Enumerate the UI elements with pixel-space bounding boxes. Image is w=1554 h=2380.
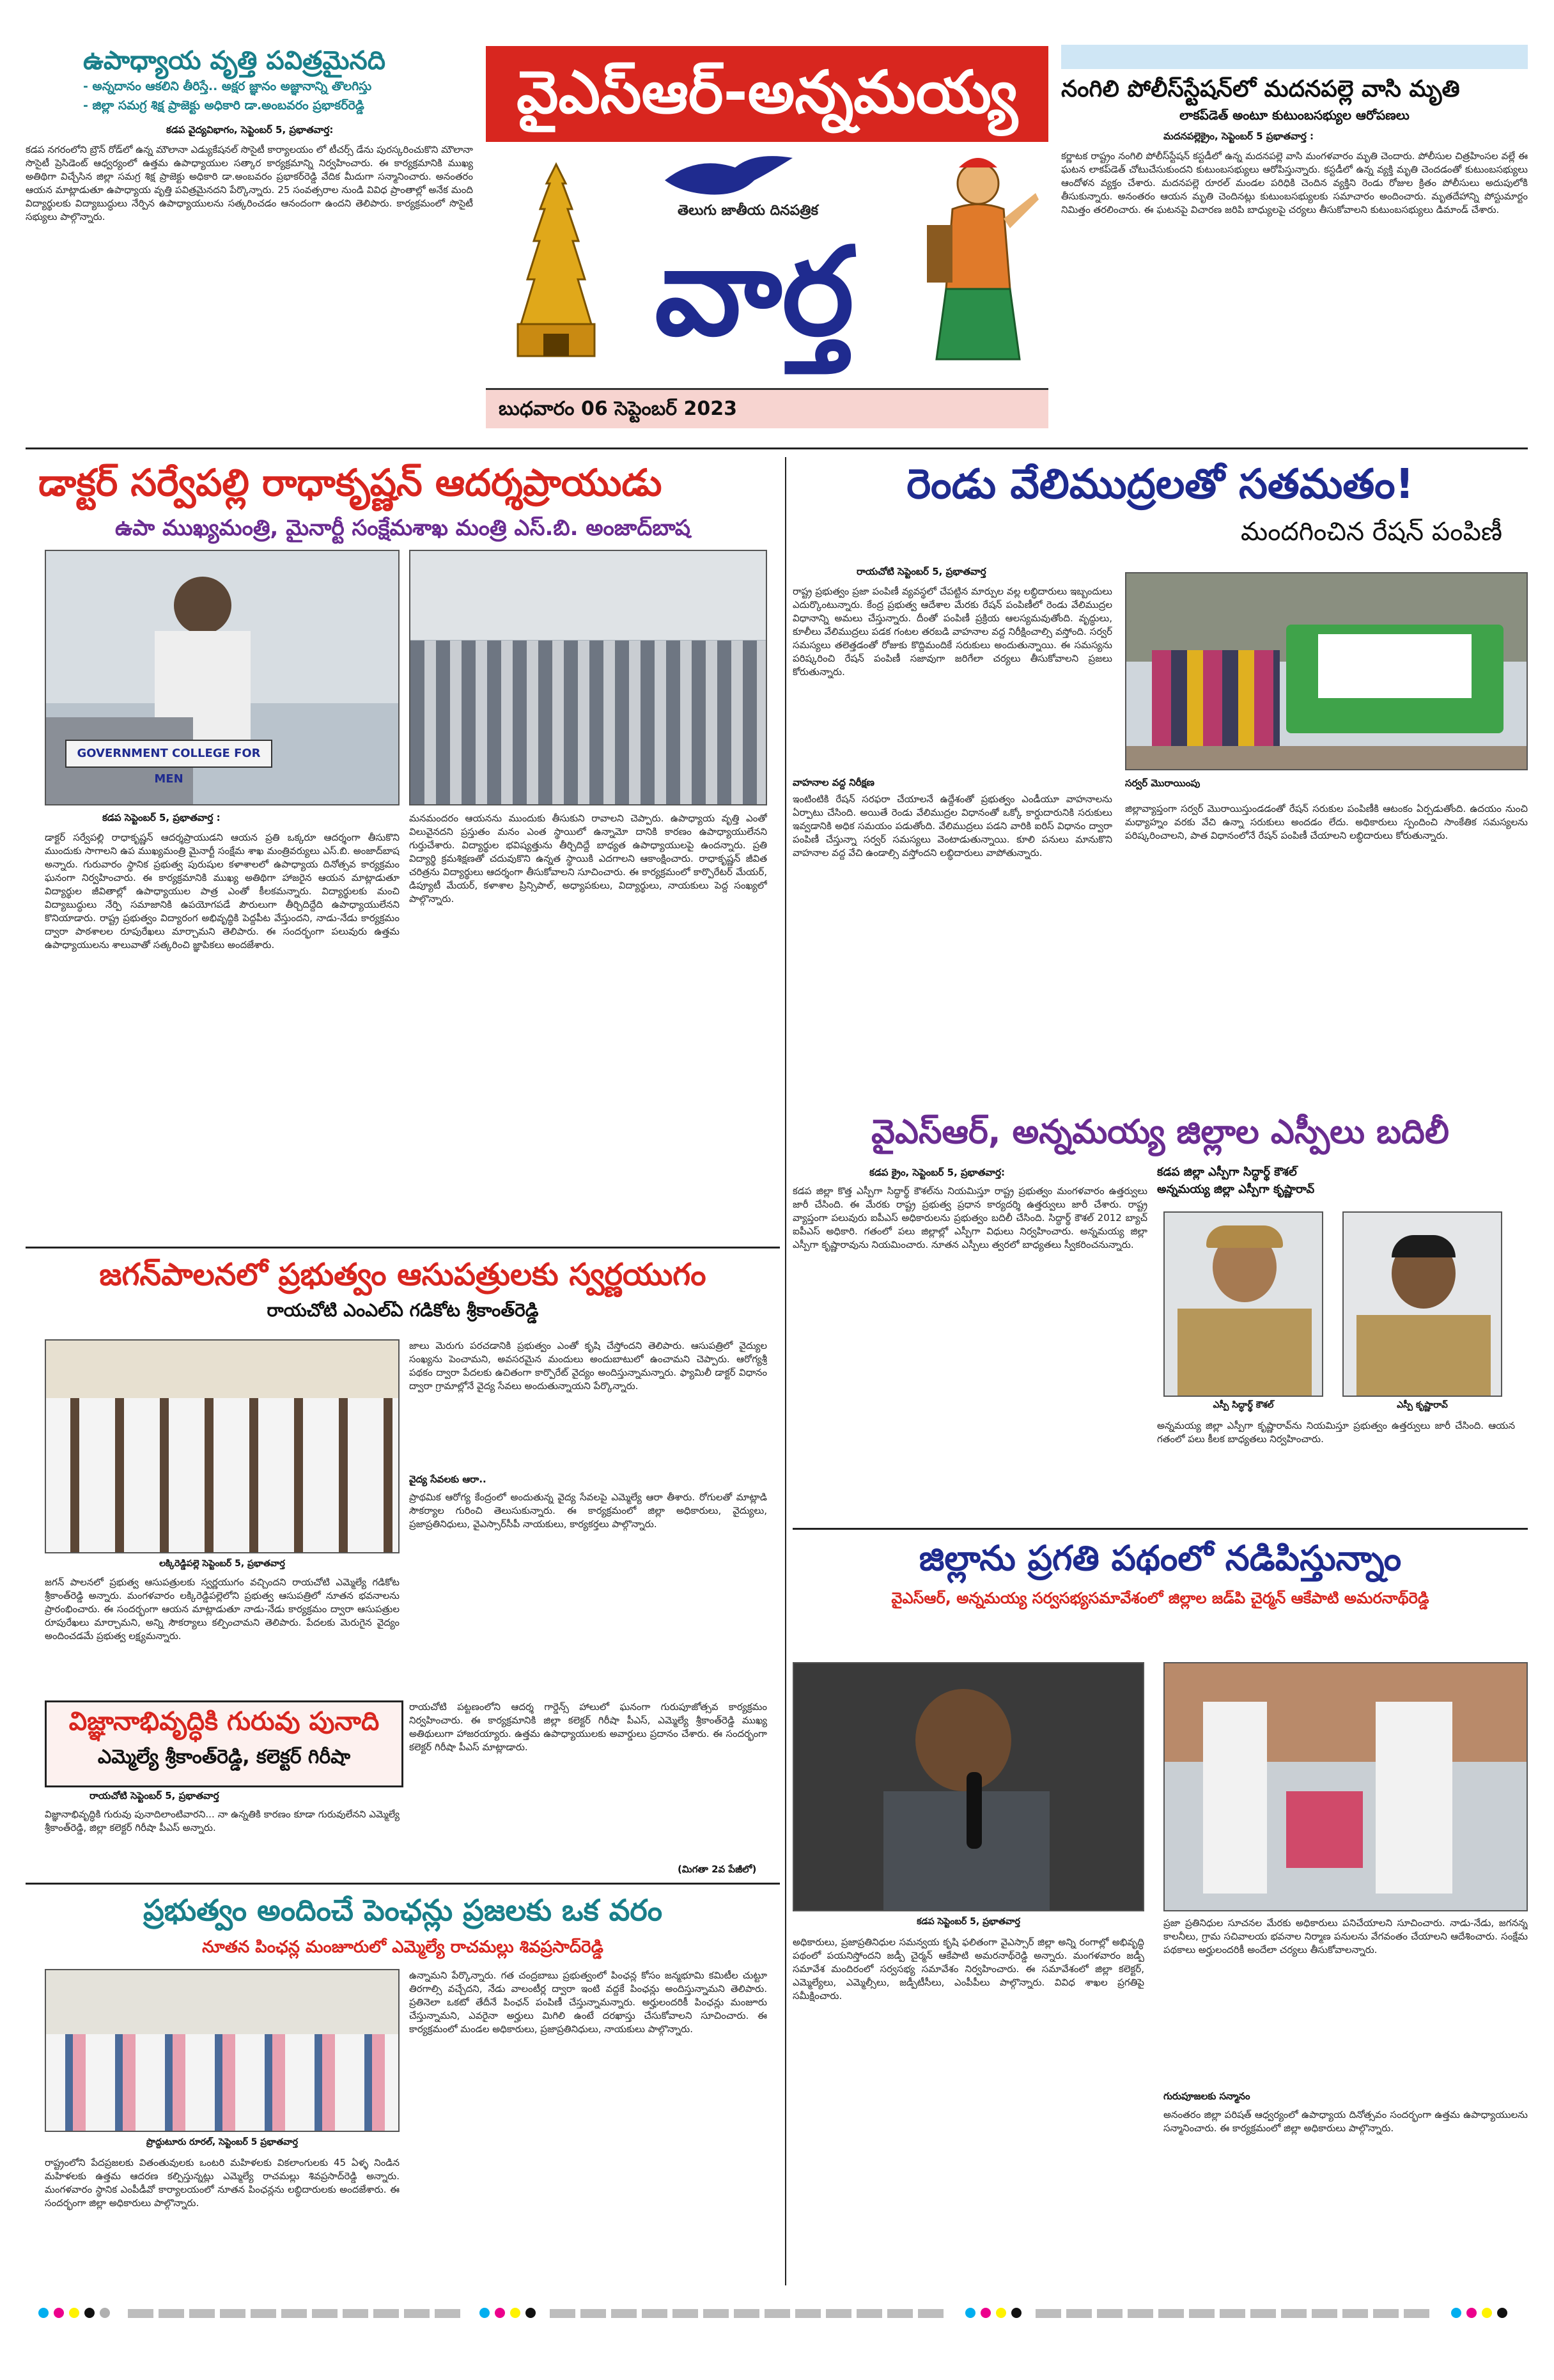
pension-story [26, 1889, 780, 2285]
sp-photo-krishnarao [1342, 1211, 1502, 1397]
zp-caption: కడప సెప్టెంబర్ 5, ప్రభాతవార్త [917, 1917, 1020, 1927]
vignana-headline-box [45, 1700, 403, 1787]
sp-body2: అన్నమయ్య జిల్లా ఎస్పీగా కృష్ణారావ్‌ను నియమిస్తూ ప్రభుత్వం ఉత్తర్వులు జారీ చేసింది. ఆయన గతంలో పలు కీలక బాధ్యతలు నిర్వహించారు. [1157, 1420, 1515, 1445]
pension-body2: ఉన్నామని పేర్కొన్నారు. గత చంద్రబాబు ప్రభుత్వంలో పింఛన్ల కోసం జన్మభూమి కమిటీల చుట్టూ తిరగాల్సి వచ్చేదని, నేడు వాలంటీర్ల ద్వారా ఇంటి వద్దకే పింఛన్లు అందిస్తున్నామని తెలిపారు. ప్రతినెలా ఒకటో తేదీనే పింఛన్ పంపిణీ చేస్తున్నామన్నారు. అర్హులందరికీ పింఛన్లు మంజూరు చేస్తున్నామని, ఎవరైనా అర్హులు మిగిలి ఉంటే దరఖాస్తు చేసుకోవాలని సూచించారు. ఈ కార్యక్రమంలో మండల అధికారులు, ప్రజాప్రతినిధులు, నాయకులు పాల్గొన్నారు. [409, 1970, 767, 2035]
ration-sub: మందగించిన రేషన్ పంపిణీ [1240, 517, 1502, 547]
hospital-body3: ప్రాథమిక ఆరోగ్య కేంద్రంలో అందుతున్న వైద్య సేవలపై ఎమ్మెల్యే ఆరా తీశారు. రోగులతో మాట్లాడి సౌకర్యాల గురించి తెలుసుకున్నారు. ఈ కార్యక్రమంలో జిల్లా అధికారులు, వైద్యులు, ప్రజాప్రతినిధులు, వైఎస్సార్‌సీపీ నాయకులు, కార్యకర్తలు పాల్గొన్నారు. [409, 1491, 767, 1530]
ration-photo-vehicle [1125, 572, 1528, 770]
ration-headline: రెండు వేలిముద్రలతో సతమతం! [906, 461, 1414, 508]
zp-photo-felicitation [1163, 1662, 1528, 1911]
vignana-body2: రాయచోటి పట్టణంలోని ఆదర్శ గార్డెన్స్ హాలులో ఘనంగా గురుపూజోత్సవ కార్యక్రమం నిర్వహించారు. ఈ కార్యక్రమానికి జిల్లా కలెక్టర్ గిరీషా పీఎస్, ఎమ్మెల్యే శ్రీకాంత్‌రెడ్డి ముఖ్య అతిథులుగా హాజరయ్యారు. ఉత్తమ ఉపాధ్యాయులకు అవార్డులు ప్రదానం చేశారు. ఈ సందర్భంగా కలెక్టర్ గిరీషా పీఎస్ మాట్లాడారు. [409, 1701, 767, 1753]
college-banner [65, 740, 272, 786]
sp-transfer-story [793, 1109, 1528, 1569]
radhakrishnan-body2: మనమందరం ఆయనను ముందుకు తీసుకుని రావాలని చెప్పారు. ఉపాధ్యాయ వృత్తి ఎంతో విలువైనదని ప్రస్తుతం మనం ఎంత స్థాయిలో ఉన్నామో దానికి కారణం ఉపాధ్యాయులేనని గుర్తుచేశారు. విద్యార్థుల భవిష్యత్తును తీర్చిదిద్దే బాధ్యత ఉపాధ్యాయులపై ఉందన్నారు. ప్రతి విద్యార్థి క్రమశిక్షణతో చదువుకొని ఉన్నత స్థాయికి ఎదగాలని ఆకాంక్షించారు. రాధాకృష్ణన్ జీవిత చరిత్రను విద్యార్థులు ఆదర్శంగా తీసుకోవాలని సూచించారు. ఈ కార్యక్రమంలో కార్పొరేటర్ మేయర్, డిప్యూటీ మేయర్, కళాశాల ప్రిన్సిపాల్, అధ్యాపకులు, విద్యార్థులు, నాయకులు పెద్ద సంఖ్యలో పాల్గొన్నారు. [409, 813, 767, 905]
masthead-title-bar [486, 46, 1048, 142]
ration-body-cont [1125, 777, 1528, 802]
annamayya-figure-icon [914, 148, 1042, 378]
zp-sub: వైఎస్ఆర్, అన్నమయ్య సర్వసభ్యసమావేశంలో జిల్లాల జడ్‌పి చైర్మన్ ఆకేపాటి అమరనాథ్‌రెడ్డి [891, 1589, 1429, 1607]
pension-sub: నూతన పింఛన్ల మంజూరులో ఎమ్మెల్యే రాచమల్లు శివప్రసాద్‌రెడ్డి [202, 1938, 603, 1957]
radhakrishnan-body: డాక్టర్ సర్వేపల్లి రాధాకృష్ణన్ ఆదర్శప్రాయుడని ఆయన ప్రతి ఒక్కరూ ఆదర్శంగా తీసుకొని ముందుకు సాగాలని ఉప ముఖ్యమంత్రి మైనార్టీ సంక్షేమ శాఖ మంత్రివర్యులు ఎస్.బి. అంజాద్‌బాష అన్నారు. గురువారం స్థానిక ప్రభుత్వ పురుషుల కళాశాలలో ఉపాధ్యాయ దినోత్సవ కార్యక్రమం ఘనంగా నిర్వహించారు. ఈ కార్యక్రమానికి ముఖ్య అతిథిగా హాజరైన ఆయన మాట్లాడుతూ విద్యార్థుల జీవితాల్లో ఉపాధ్యాయుల పాత్ర ఎంతో కీలకమన్నారు. విద్యార్థులకు మంచి విద్యాబుద్ధులు నేర్పి సమాజానికి ఉపయోగపడే పౌరులుగా తీర్చిదిద్దేది ఉపాధ్యాయులేనని కొనియాడారు. రాష్ట్ర ప్రభుత్వం విద్యారంగ అభివృద్ధికి పెద్దపీట వేస్తుందని, నాడు-నేడు కార్యక్రమం ద్వారా పాఠశాలల రూపురేఖలు మార్చామని తెలిపారు. ఈ సందర్భంగా పలువురు ఉత్తమ ఉపాధ్యాయులను శాలువాతో సత్కరించి జ్ఞాపికలు అందజేశారు. [45, 832, 400, 951]
zp-subhead: గురుపూజలకు సన్మానం [1163, 2090, 1250, 2102]
teacher-dateline: కడప వైద్యవిభాగం, సెప్టెంబర్ 5, ప్రభాతవార్త: [166, 124, 334, 136]
sp-dateline: కడప క్రైం, సెప్టెంబర్ 5, ప్రభాతవార్త: [869, 1167, 1006, 1178]
ration-subhead1: వాహనాల వద్ద నిరీక్షణ [793, 777, 874, 788]
teacher-sub1: - అన్నదానం ఆకలిని తీరిస్తే.. అక్షర జ్ఞానం అజ్ఞానాన్ని తొలగిస్తు [83, 79, 372, 93]
radhakrishnan-dateline: కడప సెప్టెంబర్ 5, ప్రభాతవార్త : [102, 812, 221, 823]
masthead-date: బుధవారం 06 సెప్టెంబర్ 2023 [499, 398, 737, 420]
teacher-body: కడప నగరంలోని బ్రౌన్ రోడ్‌లో ఉన్న మౌలానా ఎడ్యుకేషనల్ సొసైటీ కార్యాలయం లో టీచర్స్ డేను పురస్కరించుకొని మౌలానా సొసైటీ ప్రెసిడెంట్ ఆధ్వర్యంలో ఉత్తమ ఉపాధ్యాయుల సత్కార కార్యక్రమాన్ని నిర్వహించారు. ఈ కార్యక్రమానికి ముఖ్య అతిథిగా విచ్చేసిన జిల్లా సమగ్ర శిక్ష ప్రాజెక్టు అధికారి డా.అంబవరం ప్రభాకర్‌రెడ్డి వేదిక మీదుగా సన్మానించారు. అనంతరం ఆయన మాట్లాడుతూ ఉపాధ్యాయ వృత్తి పవిత్రమైనదని పేర్కొన్నారు. 25 సంవత్సరాల నుండి వివిధ ప్రాంతాల్లో అనేక మంది విద్యార్థులకు విద్యాబుద్ధులు నేర్పిన ఉపాధ్యాయులను సత్కరించడం ఆనందంగా ఉందని తెలిపారు. కార్యక్రమంలో సొసైటీ సభ్యులు పాల్గొన్నారు. [26, 144, 473, 222]
masthead-tagline: తెలుగు జాతీయ దినపత్రిక [678, 203, 818, 219]
sp-label2: అన్నమయ్య జిల్లా ఎస్పీగా కృష్ణారావ్ [1157, 1183, 1315, 1196]
vignana-story [26, 1700, 780, 1886]
vignana-headline: విజ్ఞానాభివృద్ధికి గురువు పునాది [68, 1707, 380, 1736]
nangili-band [1061, 45, 1528, 69]
vignana-sub: ఎమ్మెల్యే శ్రీకాంత్‌రెడ్డి, కలెక్టర్ గిరీషా [97, 1746, 351, 1768]
ration-body3: జిల్లావ్యాప్తంగా సర్వర్ మొరాయిస్తుండడంతో రేషన్ సరుకుల పంపిణీకి ఆటంకం ఏర్పడుతోంది. ఉదయం నుంచి మధ్యాహ్నం వరకు వేచి ఉన్నా సరుకులు అందడం లేదు. అధికారులు స్పందించి సాంకేతిక సమస్యలను పరిష్కరించాలని, పాత విధానంలోనే రేషన్ పంపిణీ చేయాలని లబ్ధిదారులు కోరుతున్నారు. [1125, 803, 1528, 841]
pension-headline: ప్రభుత్వం అందించే పెంఛన్లు ప్రజలకు ఒక వరం [143, 1893, 663, 1927]
vignana-continued: (మిగతా 2వ పేజీలో) [678, 1863, 757, 1875]
radhakrishnan-story [26, 457, 780, 1240]
hospital-photo [45, 1339, 400, 1553]
sp-label1: కడప జిల్లా ఎస్పీగా సిద్ధార్థ్ కౌశల్ [1157, 1165, 1297, 1179]
zp-body3: అనంతరం జిల్లా పరిషత్ ఆధ్వర్యంలో ఉపాధ్యాయ దినోత్సవం సందర్భంగా ఉత్తమ ఉపాధ్యాయులను సన్మానించారు. ఈ కార్యక్రమంలో జిల్లా అధికారులు పాల్గొన్నారు. [1163, 2109, 1528, 2134]
hospital-story [26, 1253, 780, 1700]
teacher-story [26, 45, 473, 435]
radhakrishnan-headline: డాక్టర్ సర్వేపల్లి రాధాకృష్ణన్ ఆదర్శప్రాయుడు [38, 461, 662, 504]
pension-body: రాష్ట్రంలోని పేదప్రజలకు వితంతువులకు ఒంటరి మహిళలకు వికలాంగులకు 45 ఏళ్ళ నిండిన మహిళలకు ఉత్తమ ఆదరణ కల్పిస్తున్నట్లు ఎమ్మెల్యే రాచమల్లు శివప్రసాద్‌రెడ్డి అన్నారు. మంగళవారం స్థానిక ఎంపీడీవో కార్యాలయంలో నూతన పింఛన్లను లబ్ధిదారులకు అందజేశారు. ఈ సందర్భంగా జిల్లా అధికారులు పాల్గొన్నారు. [45, 2157, 400, 2209]
pension-photo [45, 1969, 400, 2132]
masthead-title: వైఎస్ఆర్-అన్నమయ్య [517, 58, 1018, 127]
hospital-body2: జాలు మెరుగు పరచడానికి ప్రభుత్వం ఎంతో కృషి చేస్తోందని తెలిపారు. ఆసుపత్రిలో వైద్యుల సంఖ్యను పెంచామని, అవసరమైన మందులు అందుబాటులో ఉంచామని చెప్పారు. ఆరోగ్యశ్రీ పథకం ద్వారా పేదలకు ఉచితంగా కార్పొరేట్ వైద్యం అందిస్తున్నామన్నారు. ఫ్యామిలీ డాక్టర్ విధానం ద్వారా గ్రామాల్లోనే వైద్య సేవలు అందుతున్నాయని పేర్కొన్నారు. [409, 1340, 767, 1392]
masthead-brand: వార్త [655, 221, 854, 362]
zp-body: అధికారులు, ప్రజాప్రతినిధుల సమన్వయ కృషి ఫలితంగా వైఎస్సార్ జిల్లా అన్ని రంగాల్లో అభివృద్ధి పథంలో పయనిస్తోందని జడ్పీ చైర్మన్ ఆకేపాటి అమరనాథ్‌రెడ్డి అన్నారు. మంగళవారం జడ్పీ సమావేశ మందిరంలో సర్వసభ్య సమావేశం నిర్వహించారు. ఈ సమావేశంలో జిల్లా కలెక్టర్, ఎమ్మెల్యేలు, ఎమ్మెల్సీలు, జడ్పీటీసీలు, ఎంపీపీలు పాల్గొన్నారు. వివిధ శాఖల ప్రగతిపై సమీక్షించారు. [793, 1936, 1144, 2002]
teacher-sub2: - జిల్లా సమగ్ర శిక్ష ప్రాజెక్టు అధికారి డా.అంబవరం ప్రభాకర్‌రెడ్డి [83, 98, 364, 113]
top-divider [26, 447, 1528, 449]
college-banner-text: GOVERNMENT COLLEGE FOR MEN [77, 747, 261, 786]
sp-photo-siddharth [1163, 1211, 1323, 1397]
ration-body2: ఇంటింటికి రేషన్ సరఫరా చేయాలనే ఉద్దేశంతో ప్రభుత్వం ఎండీయూ వాహనాలను ఏర్పాటు చేసింది. అయితే రెండు వేలిముద్రల విధానంతో ఒక్కో కార్డుదారునికి సరుకులు ఇవ్వడానికి అధిక సమయం పడుతోంది. వేలిముద్రలు పడని వారికి ఐరిస్ విధానం ద్వారా పంపిణీ చేస్తున్నా సర్వర్ సమస్యలు వెంటాడుతున్నాయి. కూలి పనులు మానుకొని వాహనాల వద్ద వేచి ఉండాల్సి వస్తోందని లబ్ధిదారులు వాపోతున్నారు. [793, 793, 1112, 859]
dove-icon [658, 148, 799, 206]
nangili-sub: లాకప్‌డెత్ అంటూ కుటుంబసభ్యుల ఆరోపణలు [1179, 107, 1410, 123]
hospital-caption: లక్కిరెడ్డిపల్లె సెప్టెంబర్ 5, ప్రభాతవార్త [159, 1559, 285, 1569]
temple-tower-icon [505, 158, 607, 362]
bottom-right-divider [793, 1528, 1528, 1530]
radhakrishnan-sub: ఉపా ముఖ్యమంత్రి, మైనార్టీ సంక్షేమశాఖ మంత్రి ఎస్.బి. అంజాద్‌బాష [115, 515, 690, 541]
nangili-dateline: మదనపల్లెక్రైం, సెప్టెంబర్ 5 ప్రభాతవార్త : [1163, 130, 1314, 142]
bottom-left-divider [26, 1883, 780, 1885]
vignana-body: విజ్ఞానాభివృద్ధికి గురువు పునాదిలాంటివారని... నా ఉన్నతికి కారణం కూడా గురువులేనని ఎమ్మెల్యే శ్రీకాంత్‌రెడ్డి, జిల్లా కలెక్టర్ గిరీషా పీఎస్ అన్నారు. [45, 1808, 400, 1833]
zp-photo-speaker [793, 1662, 1144, 1911]
nangili-headline: నంగిలి పోలీస్‌స్టేషన్‌లో మదనపల్లె వాసి మృతి [1061, 76, 1460, 102]
radhakrishnan-photo-speaker [45, 550, 400, 805]
hospital-headline: జగన్‌పాలనలో ప్రభుత్వం ఆసుపత్రులకు స్వర్ణయుగం [99, 1257, 706, 1293]
masthead [486, 46, 1048, 442]
print-registration-bar [38, 2308, 1515, 2321]
ration-body: రాష్ట్ర ప్రభుత్వం ప్రజా పంపిణీ వ్యవస్థలో చేపట్టిన మార్పుల వల్ల లబ్ధిదారులు ఇబ్బందులు ఎదుర్కొంటున్నారు. కేంద్ర ప్రభుత్వ ఆదేశాల మేరకు రేషన్ పంపిణీలో రెండు వేలిముద్రల విధానాన్ని అమలు చేస్తున్నారు. దీంతో పంపిణీ ప్రక్రియ ఆలస్యమవుతోంది. వృద్ధులు, కూలీలు వేలిముద్రలు పడక గంటల తరబడి వాహనాల వద్ద నిరీక్షించాల్సి వస్తోంది. సర్వర్ సమస్యలు తలెత్తడంతో రోజుకు కొద్దిమందికే సరుకులు అందుతున్నాయి. ఈ సమస్యను పరిష్కరించి రేషన్ పంపిణీ సజావుగా జరిగేలా చర్యలు తీసుకోవాలని ప్రజలు కోరుతున్నారు. [793, 586, 1112, 678]
sp-body: కడప జిల్లా కొత్త ఎస్పీగా సిద్ధార్థ్ కౌశల్‌ను నియమిస్తూ రాష్ట్ర ప్రభుత్వం మంగళవారం ఉత్తర్వులు జారీ చేసింది. ఈ మేరకు రాష్ట్ర ప్రభుత్వ ప్రధాన కార్యదర్శి ఉత్తర్వులు జారీ చేశారు. రాష్ట్ర వ్యాప్తంగా పలువురు ఐపీఎస్ అధికారులను ప్రభుత్వం బదిలీ చేసింది. సిద్ధార్థ్ కౌశల్ 2012 బ్యాచ్ ఐపీఎస్ అధికారి. గతంలో పలు జిల్లాల్లో ఎస్పీగా విధులు నిర్వహించారు. అన్నమయ్య జిల్లా ఎస్పీగా కృష్ణారావును నియమించారు. నూతన ఎస్పీలు త్వరలో బాధ్యతలు స్వీకరించనున్నారు. [793, 1185, 1147, 1250]
vignana-dateline: రాయచోటి సెప్టెంబర్ 5, ప్రభాతవార్త [89, 1790, 219, 1801]
hospital-body: జగన్ పాలనలో ప్రభుత్వ ఆసుపత్రులకు స్వర్ణయుగం వచ్చిందని రాయచోటి ఎమ్మెల్యే గడికోట శ్రీకాంత్‌రెడ్డి అన్నారు. మంగళవారం లక్కిరెడ్డిపల్లెలోని ప్రభుత్వ ఆసుపత్రిలో నూతన భవనాలను ప్రారంభించారు. ఈ సందర్భంగా ఆయన మాట్లాడుతూ నాడు-నేడు కార్యక్రమం ద్వారా ఆసుపత్రుల రూపురేఖలు మార్చామని, అన్ని సౌకర్యాలు కల్పించామని తెలిపారు. పేదలకు మెరుగైన వైద్యం అందించడమే ప్రభుత్వ లక్ష్యమన్నారు. [45, 1576, 400, 1642]
zp-story [793, 1534, 1528, 2289]
ration-subhead2: సర్వర్ మొరాయింపు [1125, 777, 1200, 789]
zp-body2: ప్రజా ప్రతినిధుల సూచనల మేరకు అధికారులు పనిచేయాలని సూచించారు. నాడు-నేడు, జగనన్న కాలనీలు, గ్రామ సచివాలయ భవనాల నిర్మాణ పనులను వేగవంతం చేయాలని ఆదేశించారు. సంక్షేమ పథకాలు అర్హులందరికీ అందేలా చర్యలు తీసుకోవాలన్నారు. [1163, 1917, 1528, 1956]
hospital-subhead: వైద్య సేవలకు ఆరా.. [409, 1474, 486, 1485]
sp-photo-cap2: ఎస్పీ కృష్ణారావ్ [1397, 1400, 1448, 1410]
sp-photo-cap1: ఎస్పీ సిద్ధార్థ్ కౌశల్ [1213, 1400, 1274, 1410]
radhakrishnan-photo-audience [409, 550, 767, 805]
pension-caption: ప్రొద్దుటూరు రూరల్, సెప్టెంబర్ 5 ప్రభాతవార్త [146, 2137, 299, 2147]
center-column-divider [785, 457, 786, 2285]
ration-story [793, 457, 1528, 1096]
sp-headline: వైఎస్ఆర్, అన్నమయ్య జిల్లాల ఎస్పీలు బదిలీ [871, 1113, 1449, 1151]
masthead-date-bar [486, 388, 1048, 428]
teacher-headline: ఉపాధ్యాయ వృత్తి పవిత్రమైనది [83, 46, 385, 75]
ration-dateline: రాయచోటి సెప్టెంబర్ 5, ప్రభాతవార్త [857, 566, 986, 577]
nangili-body: కర్ణాటక రాష్ట్రం నంగిలి పోలీస్‌స్టేషన్ కస్టడీలో ఉన్న మదనపల్లె వాసి మంగళవారం మృతి చెందారు. పోలీసుల చిత్రహింసల వల్లే ఈ ఘటన లాకప్‌డెత్ చోటుచేసుకుందని కుటుంబసభ్యులు ఆరోపిస్తున్నారు. కస్టడీలో ఉన్న వ్యక్తి మృతి చెందడంతో కుటుంబసభ్యులు ఆందోళన వ్యక్తం చేశారు. మదనపల్లె రూరల్ మండల పరిధికి చెందిన వ్యక్తిని రెండు రోజుల క్రితం పోలీసులు అదుపులోకి తీసుకున్నారు. అనంతరం ఆయన మృతి చెందినట్లు కుటుంబసభ్యులకు సమాచారం అందించారు. మృతదేహాన్ని పోస్టుమార్టం నిమిత్తం తరలించారు. ఈ ఘటనపై విచారణ జరిపి బాధ్యులపై చర్యలు తీసుకోవాలని కుటుంబసభ్యులు డిమాండ్ చేశారు. [1061, 150, 1528, 215]
zp-headline: జిల్లాను ప్రగతి పథంలో నడిపిస్తున్నాం [919, 1538, 1402, 1578]
nangili-story [1061, 45, 1528, 441]
hospital-sub: రాయచోటి ఎంఎల్ఏ గడికోట శ్రీకాంత్‌రెడ్డి [267, 1300, 539, 1321]
mid-left-divider [26, 1247, 780, 1248]
